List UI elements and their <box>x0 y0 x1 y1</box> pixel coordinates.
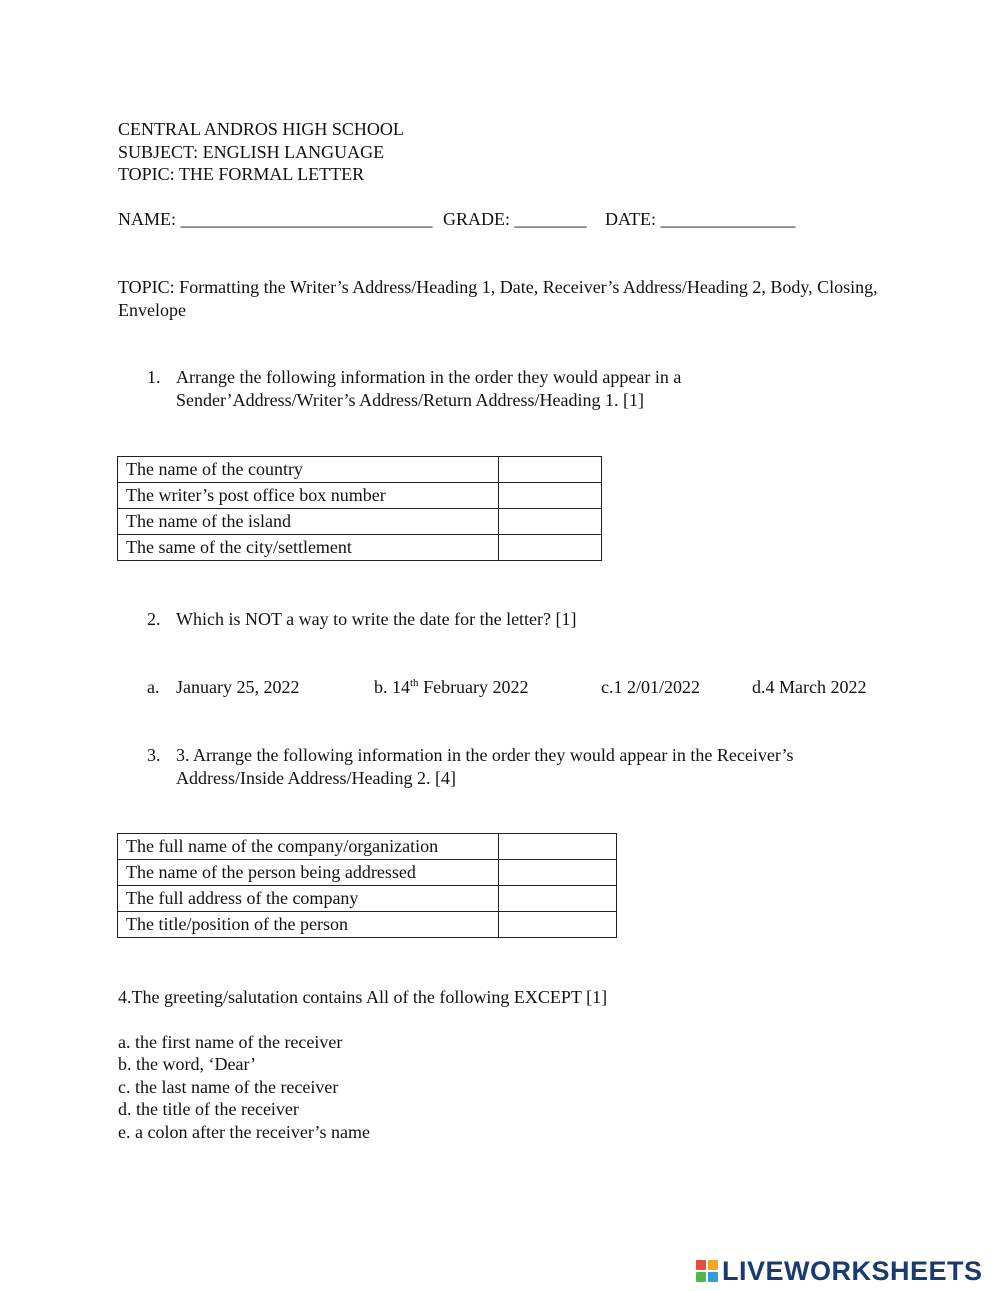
q3-answer-cell[interactable] <box>499 860 617 886</box>
q3-answer-cell[interactable] <box>499 886 617 912</box>
q1-row-label: The name of the island <box>118 509 499 535</box>
table-row <box>118 483 602 509</box>
q1-row-label: The name of the country <box>118 457 499 483</box>
table-row <box>118 860 617 886</box>
subject-line: SUBJECT: ENGLISH LANGUAGE <box>118 142 385 162</box>
table-row <box>118 509 602 535</box>
logo-block <box>708 1260 718 1270</box>
logo-text: LIVEWORKSHEETS <box>722 1255 983 1286</box>
q4-option[interactable]: a. the first name of the receiver <box>118 1032 343 1052</box>
table-row <box>118 457 602 483</box>
liveworksheets-logo[interactable] <box>696 1254 983 1288</box>
q4-option[interactable]: d. the title of the receiver <box>118 1099 299 1119</box>
q1-row-label: The writer’s post office box number <box>118 483 499 509</box>
q3-row-label: The name of the person being addressed <box>118 860 499 886</box>
logo-blocks-icon <box>696 1260 718 1282</box>
q4-option[interactable]: c. the last name of the receiver <box>118 1077 339 1097</box>
q3-row-label: The full name of the company/organization <box>118 834 499 860</box>
table-row <box>118 834 617 860</box>
q2-number: 2. <box>147 609 161 629</box>
q2-text: Which is NOT a way to write the date for the letter? [1] <box>176 609 577 629</box>
info-row <box>118 208 796 230</box>
topic-header: TOPIC: THE FORMAL LETTER <box>118 164 365 184</box>
table-row <box>118 535 602 561</box>
q3-number: 3. <box>147 745 161 765</box>
q4-option[interactable]: b. the word, ‘Dear’ <box>118 1054 257 1074</box>
q2-option-c[interactable]: c.1 2/01/2022 <box>601 677 700 697</box>
q1-answer-cell[interactable] <box>499 535 602 561</box>
q1-answer-cell[interactable] <box>499 483 602 509</box>
q4-text: 4.The greeting/salutation contains All of the following EXCEPT [1] <box>118 987 608 1007</box>
q3-text: 3. Arrange the following information in the order they would appear in the Receiver’s Address/Inside Address/Heading 2. [4] <box>176 745 794 788</box>
q3-row-label: The full address of the company <box>118 886 499 912</box>
q4-option[interactable]: e. a colon after the receiver’s name <box>118 1122 371 1142</box>
topic-description: TOPIC: Formatting the Writer’s Address/Heading 1, Date, Receiver’s Address/Heading 2, Body, Closing, Envelope <box>118 277 878 320</box>
q2-option-b-suffix: February 2022 <box>418 677 529 697</box>
q3-row-label: The title/position of the person <box>118 912 499 938</box>
logo-block <box>696 1260 706 1270</box>
q1-number: 1. <box>147 367 161 387</box>
q3-table <box>117 833 617 938</box>
q2-option-b-prefix: b. 14 <box>374 677 410 697</box>
q3-answer-cell[interactable] <box>499 912 617 938</box>
logo-block <box>696 1272 706 1282</box>
q1-row-label: The same of the city/settlement <box>118 535 499 561</box>
q2-option-a-letter: a. <box>147 677 160 697</box>
q2-option-d[interactable]: d.4 March 2022 <box>752 677 867 697</box>
q2-option-b-sup: th <box>410 677 419 689</box>
grade-field[interactable]: GRADE: ________ <box>443 209 587 229</box>
logo-block <box>708 1272 718 1282</box>
table-row <box>118 886 617 912</box>
q2-option-a[interactable]: January 25, 2022 <box>176 677 300 697</box>
q1-answer-cell[interactable] <box>499 457 602 483</box>
q1-text: Arrange the following information in the order they would appear in a Sender’Address/Writer’s Address/Return Address/Heading 1. [1] <box>176 367 682 410</box>
q2-option-b[interactable] <box>374 676 529 698</box>
school-name: CENTRAL ANDROS HIGH SCHOOL <box>118 119 404 139</box>
table-row <box>118 912 617 938</box>
q3-answer-cell[interactable] <box>499 834 617 860</box>
date-field[interactable]: DATE: _______________ <box>605 209 796 229</box>
q1-table <box>117 456 602 561</box>
q1-answer-cell[interactable] <box>499 509 602 535</box>
name-field[interactable]: NAME: ____________________________ <box>118 209 433 229</box>
